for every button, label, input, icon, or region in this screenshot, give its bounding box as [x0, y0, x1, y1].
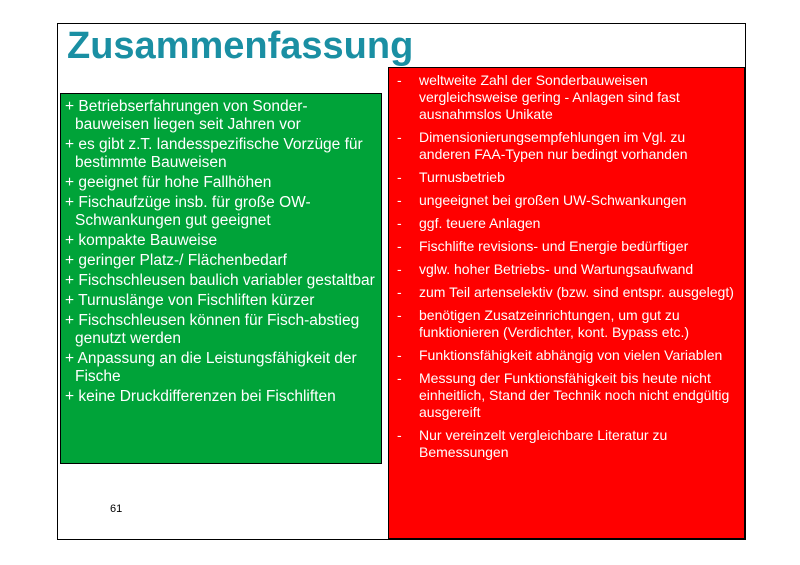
dash-bullet: -	[397, 238, 402, 254]
advantage-text: Fischaufzüge insb. für große OW-Schwankungen gut geeignet	[75, 194, 311, 229]
advantage-text: es gibt z.T. landesspezifische Vorzüge für bestimmte Bauweisen	[75, 136, 363, 171]
dash-bullet: -	[397, 307, 402, 323]
advantage-item	[65, 292, 377, 310]
advantage-text: kompakte Bauweise	[78, 232, 218, 249]
dash-bullet: -	[397, 215, 402, 231]
dash-bullet: -	[397, 427, 402, 443]
advantage-item	[65, 174, 377, 192]
plus-bullet: +	[65, 98, 75, 115]
advantage-text: geeignet für hohe Fallhöhen	[78, 174, 272, 191]
disadvantage-item	[393, 284, 738, 301]
disadvantage-item	[393, 307, 738, 341]
page-number: 61	[110, 503, 123, 515]
advantages-list	[65, 98, 377, 406]
advantage-item	[65, 136, 377, 172]
advantage-text: geringer Platz-/ Flächenbedarf	[78, 252, 287, 269]
disadvantage-text: benötigen Zusatzeinrichtungen, um gut zu funktionieren (Verdichter, kont. Bypass etc.)	[419, 307, 690, 340]
disadvantage-text: Turnusbetrieb	[419, 169, 505, 185]
advantage-item	[65, 272, 377, 290]
dash-bullet: -	[397, 192, 402, 208]
disadvantages-list	[393, 72, 738, 461]
plus-bullet: +	[65, 252, 75, 269]
advantage-item	[65, 350, 377, 386]
page-title: Zusammenfassung	[67, 25, 414, 67]
disadvantage-item	[393, 192, 738, 209]
disadvantage-text: Funktionsfähigkeit abhängig von vielen Variablen	[419, 347, 723, 363]
plus-bullet: +	[65, 388, 75, 405]
disadvantage-text: ungeeignet bei großen UW-Schwankungen	[419, 192, 687, 208]
advantage-item	[65, 98, 377, 134]
disadvantage-text: ggf. teuere Anlagen	[419, 215, 541, 231]
disadvantage-text: Fischlifte revisions- und Energie bedürftiger	[419, 238, 689, 254]
advantage-item	[65, 252, 377, 270]
disadvantage-item	[393, 347, 738, 364]
disadvantage-item	[393, 370, 738, 421]
disadvantage-text: zum Teil artenselektiv (bzw. sind entspr. ausgelegt)	[419, 284, 734, 300]
advantage-text: Anpassung an die Leistungsfähigkeit der Fische	[75, 350, 357, 385]
advantage-text: Fischschleusen können für Fisch-abstieg genutzt werden	[75, 312, 360, 347]
disadvantage-item	[393, 72, 738, 123]
plus-bullet: +	[65, 136, 75, 153]
dash-bullet: -	[397, 370, 402, 386]
disadvantage-text: Dimensionierungsempfehlungen im Vgl. zu anderen FAA-Typen nur bedingt vorhanden	[419, 129, 688, 162]
plus-bullet: +	[65, 292, 75, 309]
dash-bullet: -	[397, 261, 402, 277]
advantage-text: Fischschleusen baulich variabler gestaltbar	[78, 272, 375, 289]
plus-bullet: +	[65, 194, 75, 211]
disadvantage-text: Messung der Funktionsfähigkeit bis heute nicht einheitlich, Stand der Technik noch nicht endgültig ausgereift	[419, 370, 730, 420]
dash-bullet: -	[397, 72, 402, 88]
plus-bullet: +	[65, 174, 75, 191]
disadvantage-item	[393, 215, 738, 232]
plus-bullet: +	[65, 350, 75, 367]
dash-bullet: -	[397, 169, 402, 185]
advantages-box	[60, 93, 382, 464]
disadvantages-box	[388, 67, 745, 539]
disadvantage-text: Nur vereinzelt vergleichbare Literatur zu Bemessungen	[419, 427, 668, 460]
advantage-text: keine Druckdifferenzen bei Fischliften	[78, 388, 336, 405]
advantage-item	[65, 312, 377, 348]
disadvantage-item	[393, 129, 738, 163]
disadvantage-text: weltweite Zahl der Sonderbauweisen vergleichsweise gering - Anlagen sind fast ausnahmslos Unikate	[419, 72, 680, 122]
disadvantage-item	[393, 238, 738, 255]
disadvantage-text: vglw. hoher Betriebs- und Wartungsaufwand	[419, 261, 694, 277]
plus-bullet: +	[65, 312, 75, 329]
dash-bullet: -	[397, 284, 402, 300]
advantage-item	[65, 388, 377, 406]
plus-bullet: +	[65, 272, 75, 289]
disadvantage-item	[393, 169, 738, 186]
advantage-text: Turnuslänge von Fischliften kürzer	[78, 292, 315, 309]
disadvantage-item	[393, 261, 738, 278]
disadvantage-item	[393, 427, 738, 461]
advantage-text: Betriebserfahrungen von Sonder-bauweisen liegen seit Jahren vor	[75, 98, 308, 133]
advantage-item	[65, 194, 377, 230]
plus-bullet: +	[65, 232, 75, 249]
advantage-item	[65, 232, 377, 250]
dash-bullet: -	[397, 129, 402, 145]
dash-bullet: -	[397, 347, 402, 363]
